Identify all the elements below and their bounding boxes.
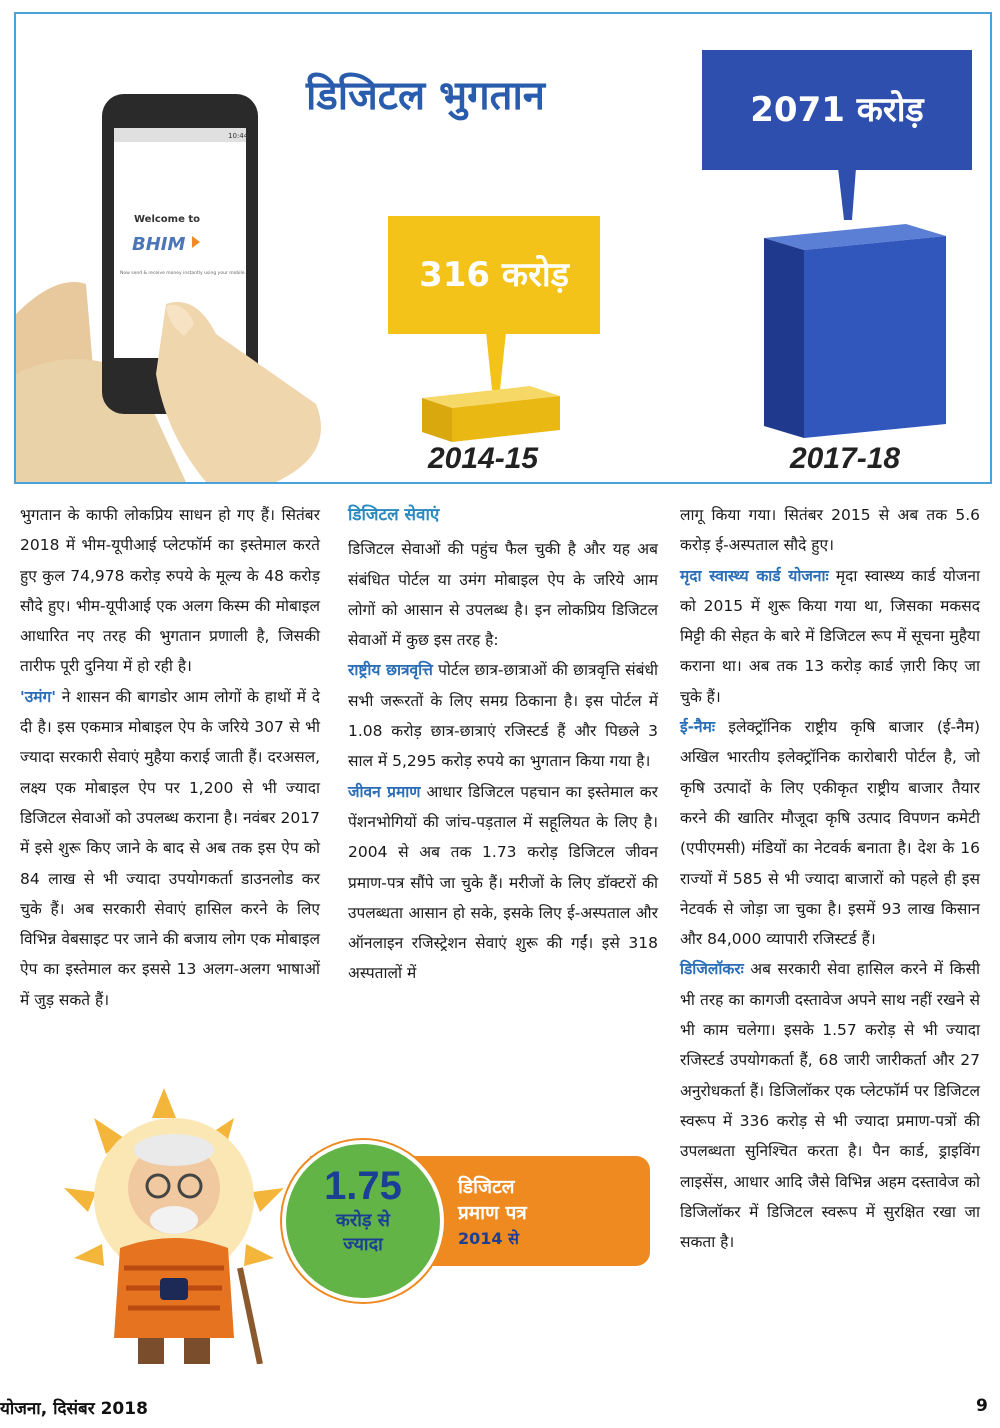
- col2-section-heading: डिजिटल सेवाएं: [348, 505, 440, 525]
- phone-app-name: BHIM: [132, 234, 186, 255]
- count-unit-line-2: ज्यादा: [343, 1234, 383, 1255]
- bar-left-value-callout: [388, 216, 600, 334]
- band-line-3: 2014 से: [458, 1229, 519, 1248]
- count-unit-line-1: करोड़ से: [336, 1210, 390, 1231]
- col3-paragraph-1: लागू किया गया। सितंबर 2015 से अब तक 5.6 करोड़ ई-अस्पताल सौदे हुए।: [680, 506, 980, 555]
- bar-left-value: 316 करोड़: [419, 255, 569, 295]
- col2-scholarship-heading: राष्ट्रीय छात्रवृत्ति: [348, 661, 433, 680]
- bar-left-year: 2014-15: [428, 442, 539, 475]
- col2-paragraph-2: [348, 655, 658, 776]
- col1-umang-heading: 'उमंग': [20, 687, 56, 706]
- col3-paragraph-2: [680, 561, 980, 712]
- col3-soil-heading: मृदा स्वास्थ्य कार्ड योजनाः: [680, 566, 829, 585]
- band-text: [458, 1174, 527, 1252]
- phone-tagline: Now send & receive money instantly using your mobile.: [120, 271, 246, 276]
- col3-paragraph-4: [680, 954, 980, 1257]
- col1-paragraph-2: [20, 682, 320, 1015]
- footer-publication: योजना, दिसंबर 2018: [0, 1399, 148, 1419]
- col2-jeevan-heading: जीवन प्रमाण: [348, 782, 421, 801]
- phone-welcome-text: Welcome to: [134, 214, 201, 225]
- phone-time: 10:44: [228, 132, 249, 140]
- bar-left-2014-15: [416, 332, 566, 444]
- band-line-2: प्रमाण पत्र: [458, 1202, 527, 1224]
- col3-soil-text: मृदा स्वास्थ्य कार्ड योजना को 2015 में शुरू किया गया था, जिसका मकसद मिट्टी की सेहत के बारे में डिजिटल रूप में सूचना मुहैया कराना था। अब तक 13 करोड़ कार्ड ज़ारी किए जा चुके हैं।: [680, 566, 980, 706]
- page-number: 9: [976, 1396, 988, 1416]
- phone-hand-illustration: [16, 74, 356, 482]
- col1-paragraph-1: भुगतान के काफी लोकप्रिय साधन हो गए हैं। सितंबर 2018 में भीम-यूपीआई प्लेटफॉर्म का इस्तेमाल करते हुए कुल 74,978 करोड़ रुपये के मूल्य के 48 करोड़ सौदे हुए। भीम-यूपीआई एक अलग किस्म की मोबाइल आधारित नए तरह की भुगतान प्रणाली है, जिसकी तारीफ पूरी दुनिया में हो रही है।: [20, 506, 320, 676]
- infographic-title: डिजिटल भुगतान: [306, 73, 546, 119]
- col3-digilocker-heading: डिजिलॉकरः: [680, 960, 744, 979]
- column-2: [348, 500, 658, 989]
- bar-right-value-callout: [702, 50, 972, 170]
- column-3: [680, 500, 980, 1257]
- jeevan-pramaan-promo: [14, 1088, 654, 1364]
- bar-right-value: 2071 करोड़: [750, 90, 924, 130]
- col2-paragraph-1: डिजिटल सेवाओं की पहुंच फैल चुकी है और यह अब संबंधित पोर्टल या उमंग मोबाइल ऐप के जरिये आम लोगों को आसान से उपलब्ध है। इन लोकप्रिय डिजिटल सेवाओं में कुछ इस तरह है:: [348, 540, 658, 650]
- col3-paragraph-3: [680, 712, 980, 954]
- col3-enam-heading: ई-नैमः: [680, 718, 716, 737]
- col2-jeevan-text: आधार डिजिटल पहचान का इस्तेमाल कर पेंशनभोगियों की जांच-पड़ताल में सहूलियत के लिए है। 2004 से अब तक 1.73 करोड़ डिजिटल जीवन प्रमाण-पत्र सौंपे जा चुके हैं। मरीजों के लिए डॉक्टरों की उपलब्धता आसान हो सके, इसके लिए ई-अस्पताल और ऑनलाइन रजिस्ट्रेशन सेवाएं शुरू की गईं। इसे 318 अस्पतालों में: [348, 782, 659, 983]
- col3-enam-text: इलेक्ट्रॉनिक राष्ट्रीय कृषि बाजार (ई-नैम) अखिल भारतीय इलेक्ट्रॉनिक कारोबारी पोर्टल है, जो कृषि उत्पादों के लिए एकीकृत राष्ट्रीय बाजार तैयार करने की खातिर मौजूदा कृषि उत्पाद विपणन कमेटी (एपीएमसी) मंडियों का नेटवर्क बनाता है। देश के 16 राज्यों में 585 से भी ज्यादा बाजारों को पहले ही इस नेटवर्क से जोड़ा जा चुका है। इसमें 93 लाख किसान और 84,000 व्यापारी रजिस्टर्ड हैं।: [680, 718, 980, 949]
- count-circle: [282, 1140, 444, 1302]
- column-1: [20, 500, 320, 1015]
- digital-payment-infographic: [14, 12, 992, 484]
- col2-paragraph-3: [348, 777, 658, 989]
- col1-umang-text: ने शासन की बागडोर आम लोगों के हाथों में दे दी है। इस एकमात्र मोबाइल ऐप के जरिये 307 से भी ज्यादा सरकारी सेवाएं मुहैया कराई जाती हैं। दरअसल, लक्ष्य एक मोबाइल ऐप पर 1,200 से भी ज्यादा डिजिटल सेवाओं को उपलब्ध कराना है। नवंबर 2017 में इसे शुरू किए जाने के बाद से अब तक इस ऐप को 84 लाख से भी ज्यादा उपयोगकर्ता डाउनलोड कर चुके हैं। अब सरकारी सेवाएं हासिल करने के लिए विभिन्न वेबसाइट पर जाने की बजाय लोग एक मोबाइल ऐप का इस्तेमाल कर इससे 13 अलग-अलग भाषाओं में जुड़ सकते हैं।: [20, 687, 320, 1009]
- col3-digilocker-text: अब सरकारी सेवा हासिल करने में किसी भी तरह का कागजी दस्तावेज अपने साथ नहीं रखने से भी काम चलेगा। इसके 1.57 करोड़ से भी ज्यादा रजिस्टर्ड उपयोगकर्ता हैं, 68 जारी जारीकर्ता और 27 अनुरोधकर्ता हैं। डिजिलॉकर एक प्लेटफॉर्म पर डिजिटल स्वरूप में 336 करोड़ से भी ज्यादा प्रमाण-पत्रों की उपलब्धता सुनिश्चित करता है। पैन कार्ड, ड्राइविंग लाइसेंस, आधार आदि जैसे विभिन्न अहम दस्तावेज को डिजिलॉकर में डिजिटल स्वरूप में सुरक्षित रखा जा सकता है।: [680, 960, 980, 1252]
- bar-right-2017-18: [756, 168, 956, 444]
- col2-scholarship-text: पोर्टल छात्र-छात्राओं की छात्रवृत्ति संबंधी सभी जरूरतों के लिए समग्र ठिकाना है। इस पोर्टल में 1.08 करोड़ छात्र-छात्राएं रजिस्टर्ड हैं और पिछले 3 साल में 5,295 करोड़ रुपये का भुगतान किया गया है।: [348, 661, 659, 771]
- band-line-1: डिजिटल: [458, 1176, 515, 1198]
- bar-right-year: 2017-18: [790, 442, 901, 475]
- elderly-man-illustration: [54, 1088, 294, 1364]
- certificate-count: 1.75: [324, 1164, 402, 1208]
